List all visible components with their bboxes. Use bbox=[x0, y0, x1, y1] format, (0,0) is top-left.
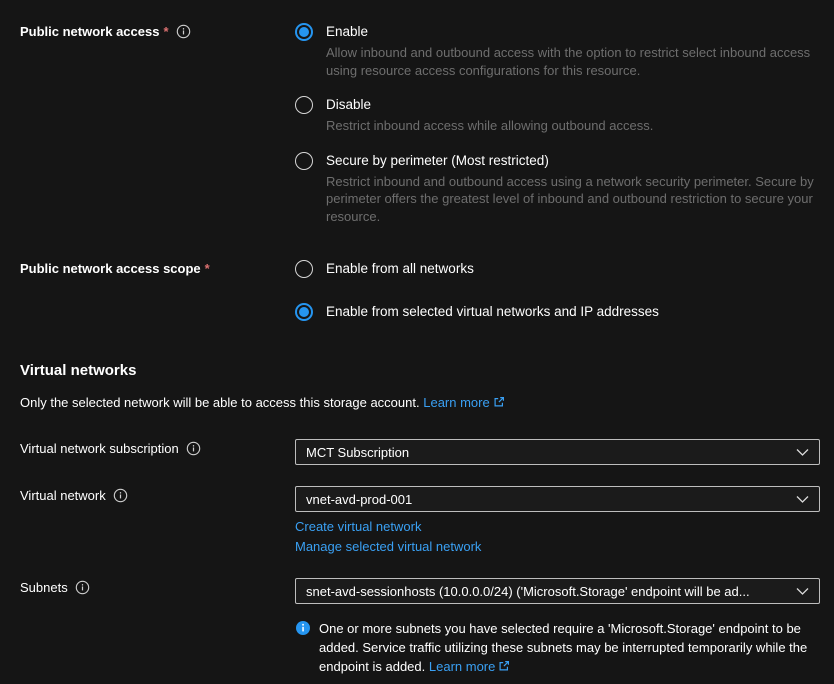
info-icon[interactable] bbox=[186, 441, 201, 456]
section-heading-virtual-networks: Virtual networks bbox=[20, 362, 137, 379]
field-subnets bbox=[20, 578, 820, 677]
field-public-network-access bbox=[20, 22, 820, 225]
radio-button[interactable] bbox=[295, 303, 313, 321]
field-label: Virtual network subscription bbox=[20, 441, 179, 456]
info-message-text: One or more subnets you have selected require a 'Microsoft.Storage' endpoint to be added. Service traffic utilizing these subnets may be interrupted temporarily while the endpoint is added. bbox=[319, 621, 808, 674]
radio-option-label: Enable from selected virtual networks and IP addresses bbox=[326, 304, 659, 319]
radio-option-secure-by-perimeter[interactable] bbox=[295, 151, 820, 226]
radio-option-label: Disable bbox=[326, 97, 372, 112]
subnet-endpoint-info-message bbox=[295, 619, 820, 677]
subnets-dropdown[interactable] bbox=[295, 578, 820, 604]
radio-option-selected-networks[interactable] bbox=[295, 302, 820, 322]
dropdown-selected-value: vnet-avd-prod-001 bbox=[306, 491, 413, 507]
radio-option-disable[interactable] bbox=[295, 95, 820, 135]
external-link-icon bbox=[498, 658, 510, 677]
field-label-group bbox=[20, 578, 295, 595]
manage-virtual-network-link[interactable]: Manage selected virtual network bbox=[295, 539, 482, 554]
field-virtual-network-subscription bbox=[20, 439, 820, 465]
dropdown-selected-value: snet-avd-sessionhosts (10.0.0.0/24) ('Microsoft.Storage' endpoint will be ad... bbox=[306, 583, 750, 599]
field-public-network-access-scope bbox=[20, 259, 820, 322]
subscription-dropdown[interactable] bbox=[295, 439, 820, 465]
learn-more-link[interactable]: Learn more bbox=[423, 395, 504, 410]
chevron-down-icon bbox=[796, 448, 809, 457]
radio-option-enable[interactable] bbox=[295, 22, 820, 79]
chevron-down-icon bbox=[796, 495, 809, 504]
field-label-group bbox=[20, 22, 295, 39]
info-filled-icon bbox=[295, 620, 311, 639]
section-description bbox=[20, 394, 820, 413]
virtual-network-dropdown[interactable] bbox=[295, 486, 820, 512]
radio-button[interactable] bbox=[295, 23, 313, 41]
radio-button[interactable] bbox=[295, 260, 313, 278]
field-label: Virtual network bbox=[20, 488, 106, 503]
radio-group-access-scope bbox=[295, 259, 820, 322]
chevron-down-icon bbox=[796, 587, 809, 596]
required-marker: * bbox=[204, 261, 210, 276]
create-virtual-network-link[interactable]: Create virtual network bbox=[295, 519, 422, 534]
info-icon[interactable] bbox=[176, 24, 191, 39]
field-label-group bbox=[20, 259, 295, 276]
field-label: Public network access bbox=[20, 24, 160, 39]
radio-option-description: Restrict inbound access while allowing outbound access. bbox=[326, 118, 654, 133]
field-label-group bbox=[20, 486, 295, 503]
dropdown-selected-value: MCT Subscription bbox=[306, 444, 410, 460]
required-marker: * bbox=[163, 24, 169, 39]
external-link-icon bbox=[493, 395, 505, 413]
field-virtual-network bbox=[20, 486, 820, 554]
field-label: Subnets bbox=[20, 580, 68, 595]
radio-option-description: Restrict inbound and outbound access using a network security perimeter. Secure by perimeter offers the greatest level of inbound and outbound restriction to secure your resource. bbox=[326, 173, 814, 224]
radio-button[interactable] bbox=[295, 152, 313, 170]
radio-group-public-network-access bbox=[295, 22, 820, 225]
section-description-text: Only the selected network will be able to access this storage account. bbox=[20, 395, 420, 410]
radio-option-all-networks[interactable] bbox=[295, 259, 820, 279]
radio-option-description: Allow inbound and outbound access with the option to restrict select inbound access using resource access configurations for this resource. bbox=[326, 45, 811, 78]
field-label-group bbox=[20, 439, 295, 456]
learn-more-link[interactable]: Learn more bbox=[429, 659, 510, 674]
radio-button[interactable] bbox=[295, 96, 313, 114]
radio-option-label: Secure by perimeter (Most restricted) bbox=[326, 152, 549, 168]
radio-option-label: Enable bbox=[326, 24, 369, 39]
info-icon[interactable] bbox=[113, 488, 128, 503]
info-icon[interactable] bbox=[75, 580, 90, 595]
field-label: Public network access scope bbox=[20, 261, 201, 276]
radio-option-label: Enable from all networks bbox=[326, 261, 474, 276]
